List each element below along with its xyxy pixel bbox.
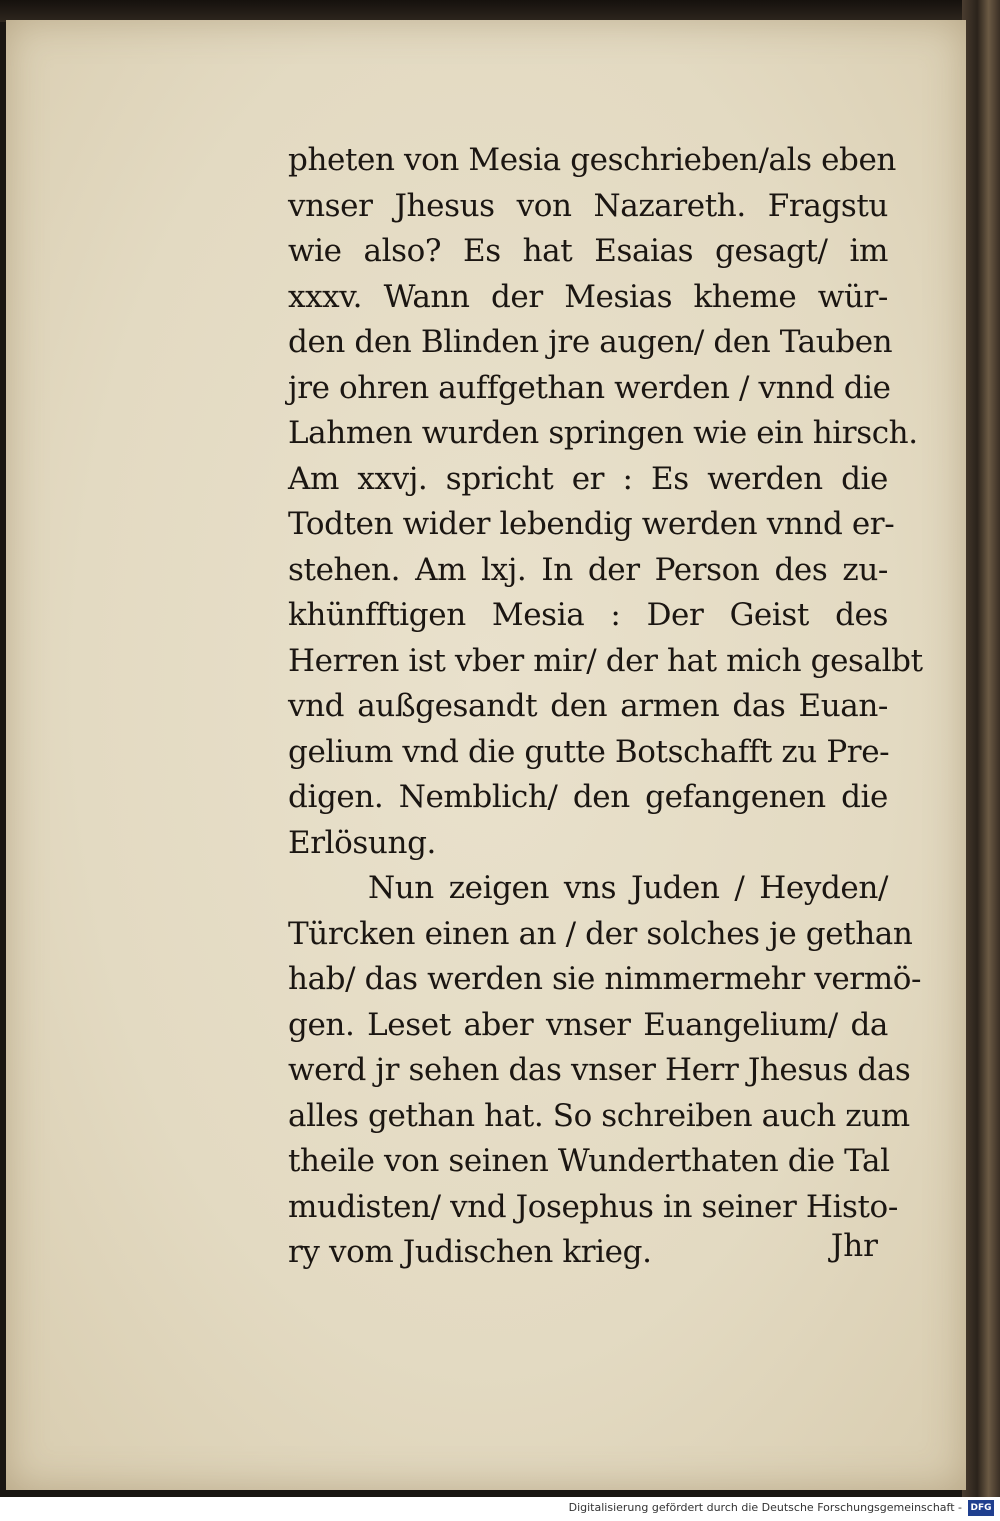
text-line: theile von seinen Wunderthaten die Tal [288,1143,890,1179]
text-line: pheten von Mesia geschrieben/als eben [288,142,896,178]
text-line: Am xxvj. spricht er : Es werden die [288,460,888,497]
text-line: stehen. Am lxj. In der Person des zu- [288,551,888,588]
text-line: vnd außgesandt den armen das Euan- [288,688,888,724]
text-line: khünfftigen Mesia : Der Geist des [288,597,888,633]
book-spine-edge [962,0,1000,1497]
text-line: Herren ist vber mir/ der hat mich gesalbt [288,642,923,679]
text-line: werd jr sehen das vnser Herr Jhesus das [288,1052,911,1088]
text-line: jre ohren auffgethan werden / vnnd die [288,369,891,406]
text-line: Lahmen wurden springen wie ein hirsch. [288,415,918,451]
text-line: Erlösung. [288,824,436,861]
text-line: xxxv. Wann der Mesias kheme wür- [288,278,888,315]
funding-credit: Digitalisierung gefördert durch die Deutsche Forschungsgemeinschaft - [568,1501,962,1514]
text-line: Todten wider lebendig werden vnnd er- [288,506,895,542]
text-line: wie also? Es hat Esaias gesagt/ im [288,233,888,269]
text-line: vnser Jhesus von Nazareth. Fragstu [288,187,888,224]
catchword: Jhr [830,1228,878,1264]
dfg-logo: DFG [968,1500,994,1516]
text-line: digen. Nemblich/ den gefangenen die [288,779,888,815]
book-top-edge [0,0,1000,22]
text-line: Nun zeigen vns Juden / Heyden/ [368,870,888,906]
text-line: hab/ das werden sie nimmermehr vermö- [288,961,922,997]
text-line: mudisten/ vnd Josephus in seiner Histo- [288,1188,898,1225]
text-line: ry vom Judischen krieg. [288,1234,652,1270]
text-line: den den Blinden jre augen/ den Tauben [288,324,893,360]
text-line: alles gethan hat. So schreiben auch zum [288,1097,910,1134]
text-line: Türcken einen an / der solches je gethan [288,915,913,952]
text-line: gen. Leset aber vnser Euangelium/ da [288,1006,888,1043]
text-line: gelium vnd die gutte Botschafft zu Pre- [288,733,890,770]
digitization-footer [0,1497,1000,1521]
page-text-block [288,138,923,1276]
